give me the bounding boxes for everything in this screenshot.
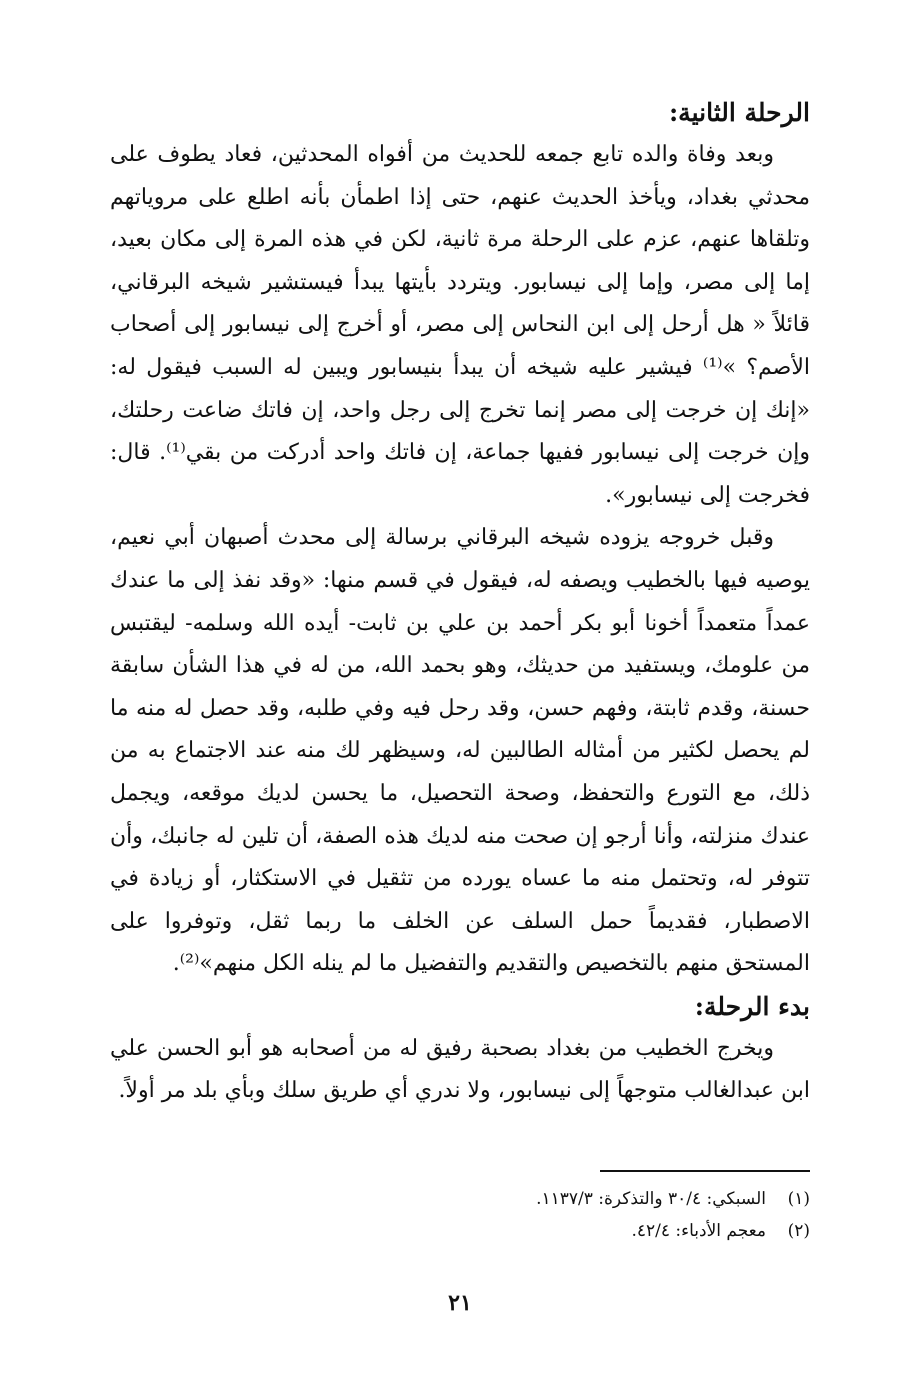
page-number: ٢١: [448, 1290, 472, 1316]
section-heading-journey-start: بدء الرحلة:: [694, 991, 810, 1021]
footnote-text: السبكي: ٣٠/٤ والتذكرة: ١١٣٧/٣.: [536, 1189, 766, 1209]
paragraph-2: وقبل خروجه يزوده شيخه البرقاني برسالة إلى محدث أصبهان أبي نعيم، يوصيه فيها بالخطيب ويصفه له، فيقول في قسم منها: «وقد نفذ إلى ما عندك عمداً متعمداً أخونا أبو بكر أحمد بن علي بن ثابت- أيده الله وسلمه- ليقتبس من علومك، ويستفيد من حديثك، وهو بحمد الله، من له في هذا الشأن سابقة حسنة، وقدم ثابتة، وفهم حسن، وقد رحل فيه وفي طلبه، وقد حصل له منه ما لم يحصل لكثير من أمثاله الطالبين له، وسيظهر لك منه عند الاجتماع به من ذلك، مع التورع والتحفظ، وصحة التحصيل، ما يحسن لديك موقعه، ويجمل عندك منزلته، وأنا أرجو إن صحت منه لديك هذه الصفة، أن تلين له جانبك، وأن تتوفر له، وتحتمل منه ما عساه يورده من تثقيل في الاستكثار، أو زيادة في الاصطبار، فقديماً حمل السلف عن الخلف ما ربما ثقل، وتوفروا على المستحق منهم بالتخصيص والتقديم والتفضيل ما لم ينله الكل منهم»⁽²⁾.: [110, 525, 810, 977]
paragraph-1: وبعد وفاة والده تابع جمعه للحديث من أفواه المحدثين، فعاد يطوف على محدثي بغداد، ويأخذ الحديث عنهم، حتى إذا اطمأن بأنه اطلع على مروياتهم وتلقاها عنهم، عزم على الرحلة مرة ثانية، لكن في هذه المرة إلى مكان بعيد، إما إلى مصر، وإما إلى نيسابور. ويتردد بأيتها يبدأ فيستشير شيخه البرقاني، قائلاً « هل أرحل إلى ابن النحاس إلى مصر، أو أخرج إلى نيسابور إلى أصحاب الأصم؟ »⁽¹⁾ فيشير عليه شيخه أن يبدأ بنيسابور ويبين له السبب فيقول له: «إنك إن خرجت إلى مصر إنما تخرج إلى رجل واحد، إن فاتك ضاعت رحلتك، وإن خرجت إلى نيسابور ففيها جماعة، إن فاتك واحد أدركت من بقي⁽¹⁾. قال: فخرجت إلى نيسابور».: [110, 142, 811, 508]
footnote-marker: (١): [787, 1189, 810, 1209]
page-body: [110, 92, 810, 1113]
footnote-text: معجم الأدباء: ٤٢/٤.: [631, 1221, 766, 1241]
footnotes: [300, 1183, 810, 1247]
footnote-divider: [600, 1170, 810, 1172]
paragraph-3: ويخرج الخطيب من بغداد بصحبة رفيق له من أصحابه هو أبو الحسن علي ابن عبدالغالب متوجهاً إلى نيسابور، ولا ندري أي طريق سلك وبأي بلد مر أولاً.: [110, 1035, 810, 1104]
footnote-2: [300, 1215, 810, 1247]
footnote-marker: (٢): [787, 1221, 810, 1241]
section-heading-second-journey: الرحلة الثانية:: [668, 98, 810, 127]
footnote-1: [300, 1183, 810, 1215]
